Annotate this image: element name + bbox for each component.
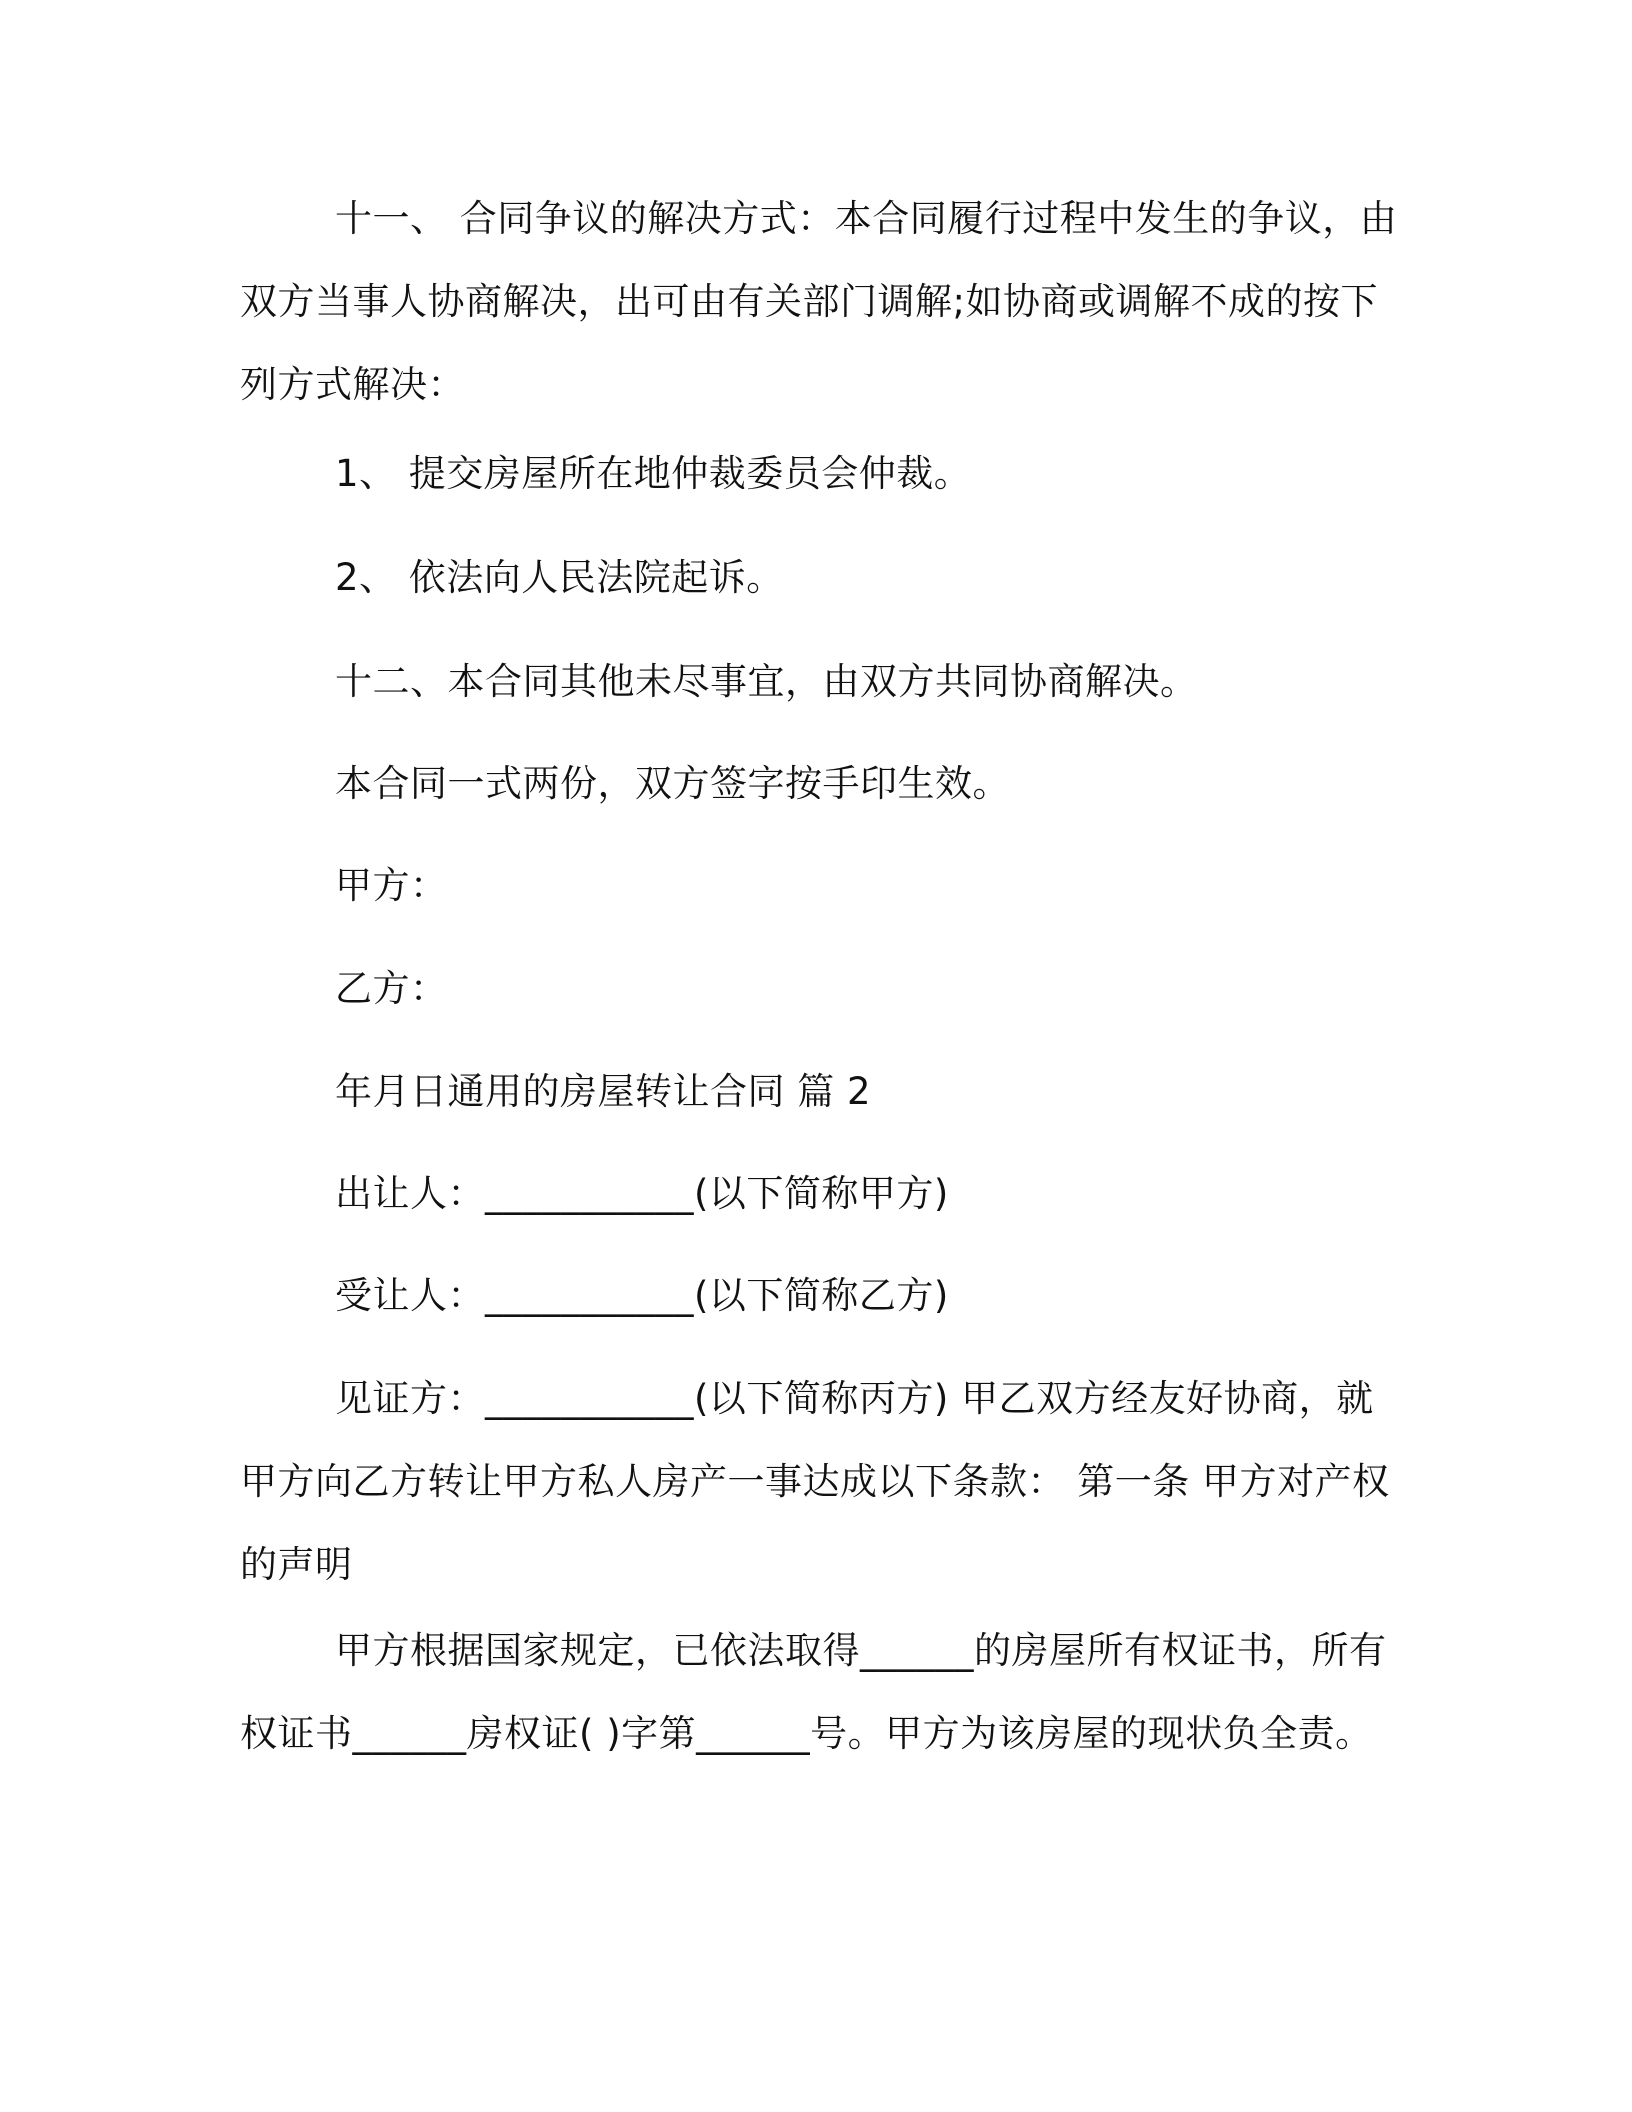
clause-12-other-matters: 十二、本合同其他未尽事宜，由双方共同协商解决。 [335, 660, 1198, 703]
party-a-signature-line: 甲方： [335, 864, 448, 907]
dispute-option-2: 2、 依法向人民法院起诉。 [335, 556, 784, 599]
transferee-field: 受让人：___________(以下简称乙方) [335, 1274, 949, 1317]
copies-statement: 本合同一式两份，双方签字按手印生效。 [335, 762, 1010, 805]
transferor-field: 出让人：___________(以下简称甲方) [335, 1172, 949, 1215]
property-ownership-statement: 甲方根据国家规定，已依法取得______的房屋所有权证书，所有权证书______房权证( )字第______号。甲方为该房屋的现状负全责。 [240, 1629, 1387, 1755]
party-b-signature-line: 乙方： [335, 967, 448, 1010]
witness-and-preamble: 见证方：___________(以下简称丙方) 甲乙双方经友好协商，就甲方向乙方转让甲方私人房产一事达成以下条款： 第一条 甲方对产权的声明 [240, 1377, 1390, 1586]
dispute-option-1: 1、 提交房屋所在地仲裁委员会仲裁。 [335, 452, 972, 495]
section-title-contract-2: 年月日通用的房屋转让合同 篇 2 [335, 1070, 872, 1113]
clause-11-dispute-resolution: 十一、 合同争议的解决方式：本合同履行过程中发生的争议，由双方当事人协商解决，出可由有关部门调解;如协商或调解不成的按下列方式解决： [240, 197, 1398, 406]
